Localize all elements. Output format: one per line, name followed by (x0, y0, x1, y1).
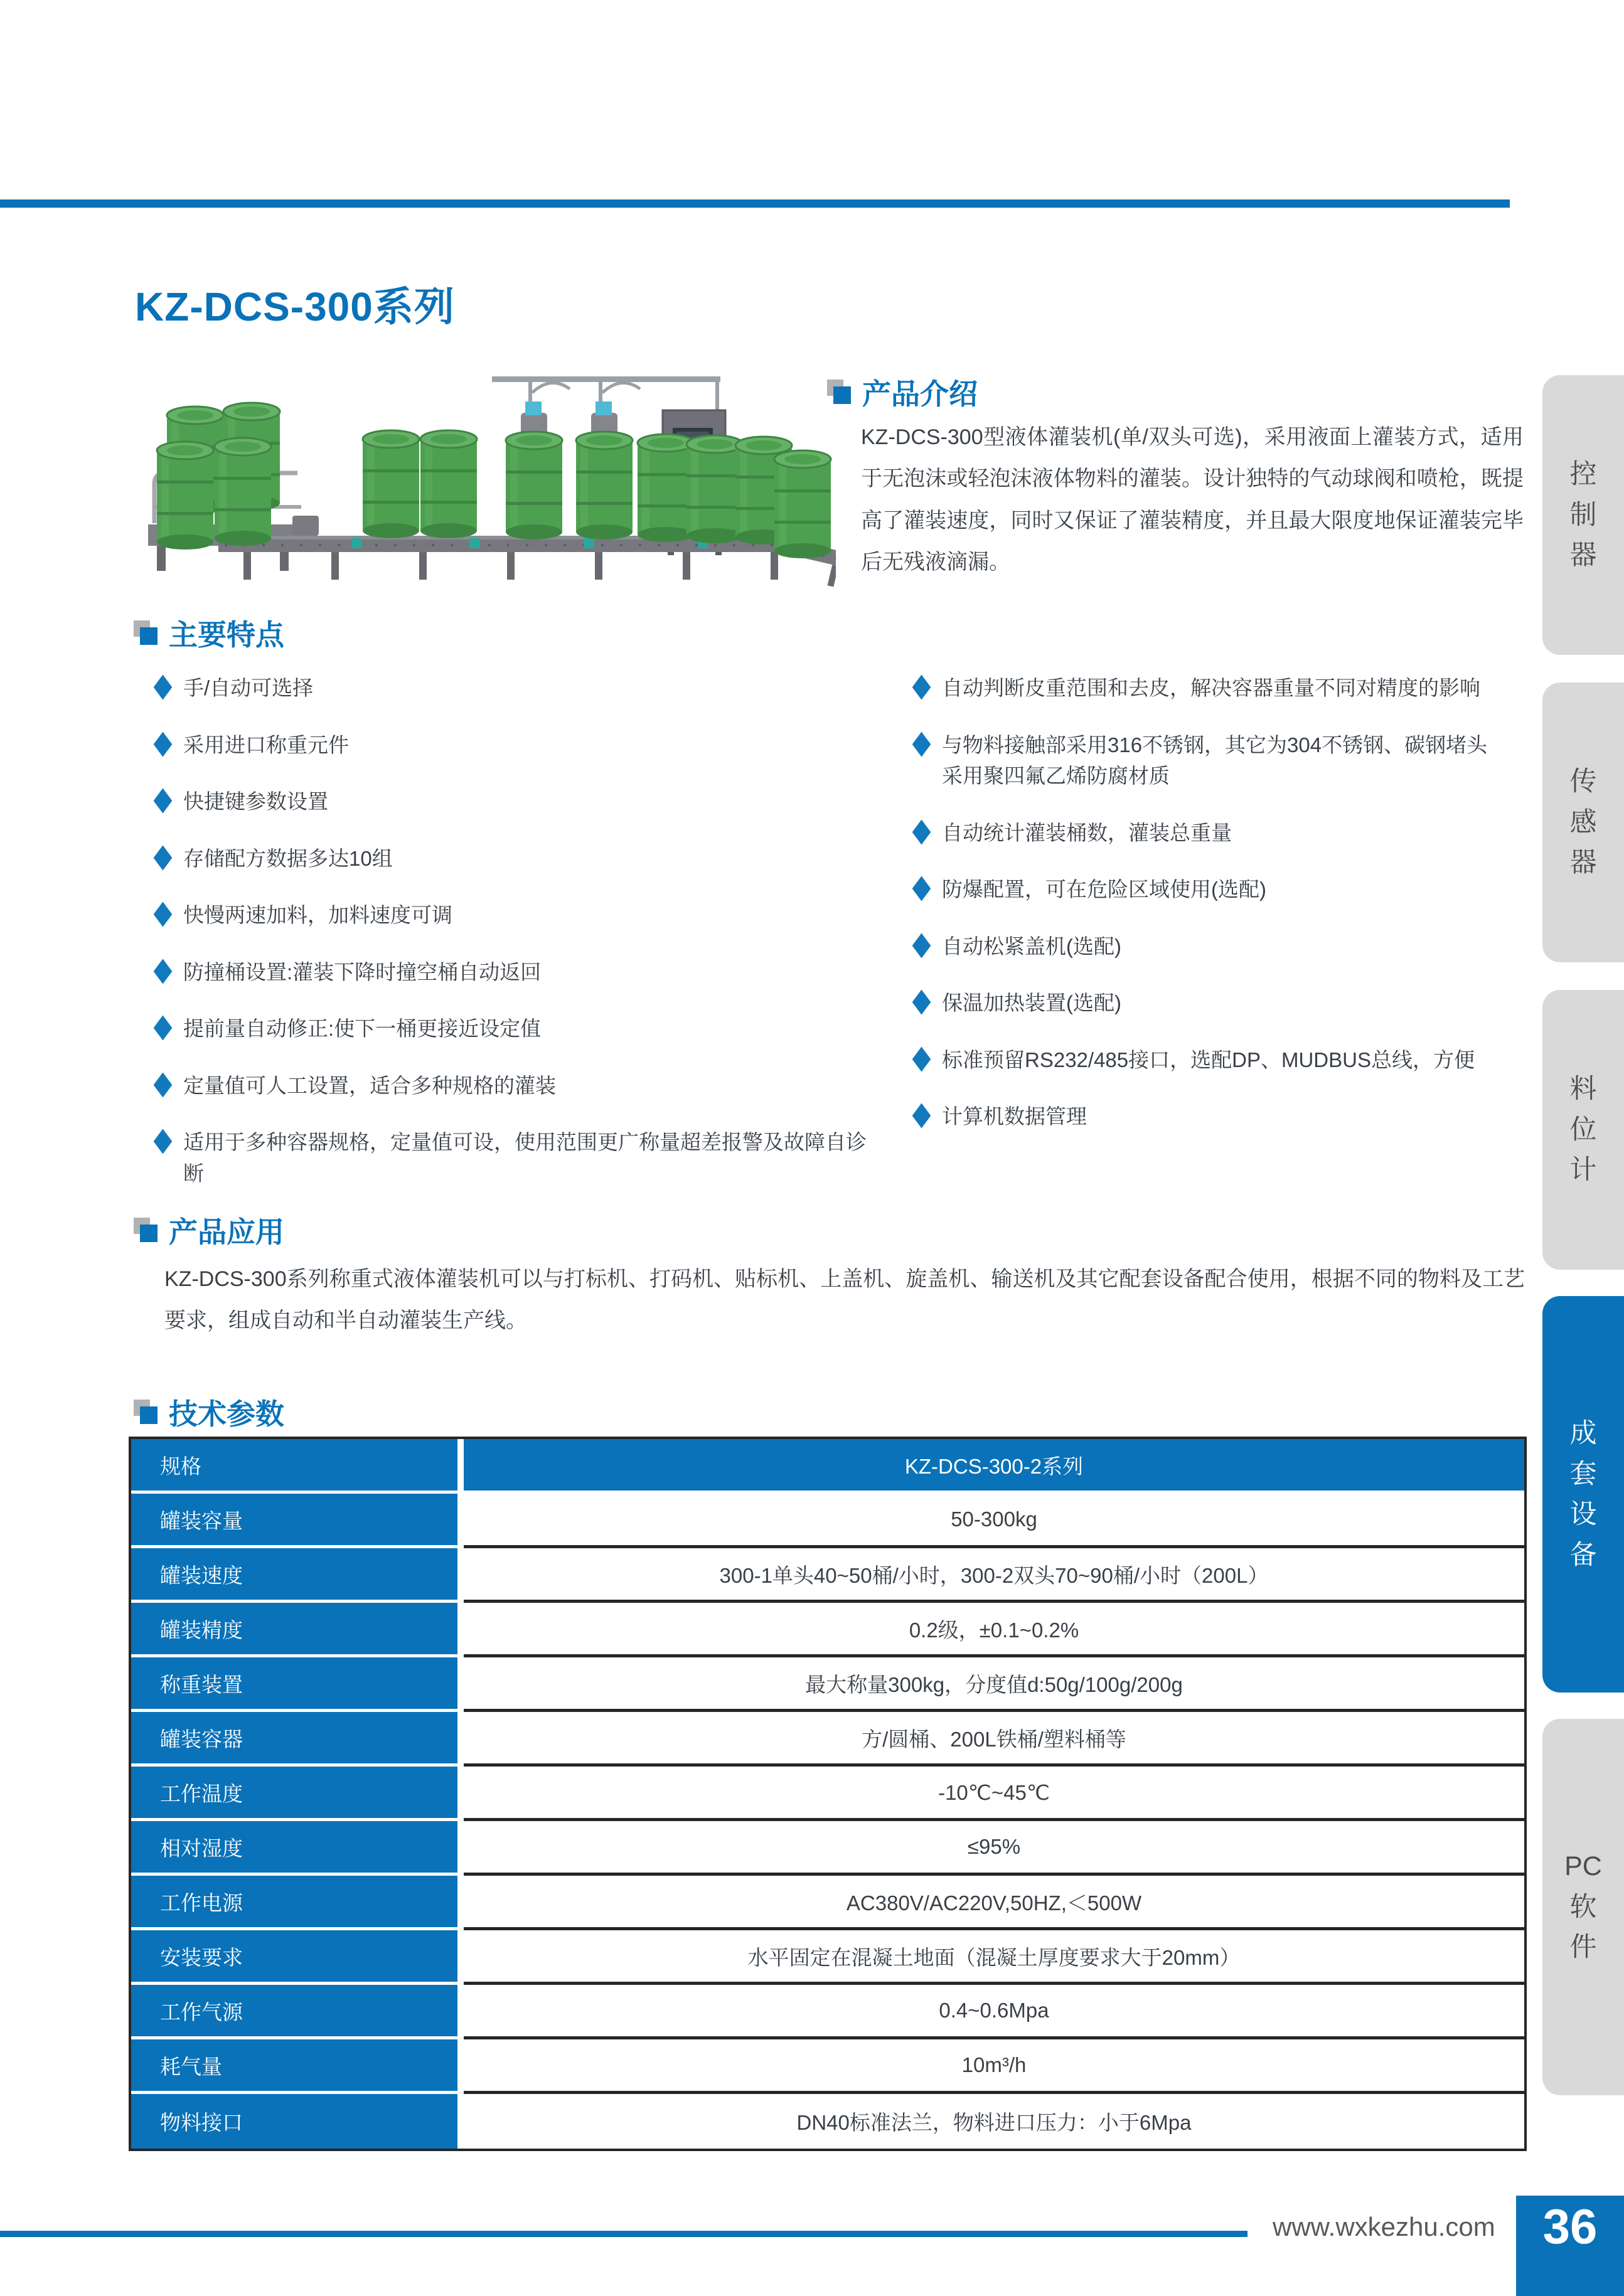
diamond-bullet-icon (154, 901, 173, 927)
filling-machine-line-illustration (143, 355, 836, 587)
spec-value: 50-300kg (464, 1494, 1524, 1548)
diamond-bullet-icon (912, 1103, 931, 1128)
feature-item (152, 1127, 871, 1189)
diamond-bullet-icon (912, 876, 931, 901)
table-row (131, 1603, 1524, 1657)
feature-text: 自动判断皮重范围和去皮，解决容器重量不同对精度的影响 (942, 676, 1480, 699)
table-row (131, 1985, 1524, 2039)
feature-item (152, 1070, 871, 1102)
marker-blue-square (140, 1406, 158, 1424)
heading-marker-icon (827, 378, 853, 406)
table-row (131, 1930, 1524, 1985)
feature-text: 计算机数据管理 (942, 1105, 1087, 1128)
section-heading-features (134, 612, 284, 654)
table-row (131, 2039, 1524, 2094)
website-url: www.wxkezhu.com (1273, 2212, 1495, 2241)
feature-item (911, 672, 1492, 704)
intro-body: KZ-DCS-300型液体灌装机(单/双头可选)，采用液面上灌装方式，适用于无泡沫或轻泡沫液体物料的灌装。设计独特的气动球阀和喷枪，既提高了灌装速度，同时又保证了灌装精度，并且最大限度地保证灌装完毕后无残液滴漏。 (861, 425, 1524, 574)
spec-label: 罐装速度 (131, 1548, 457, 1603)
spec-value: 最大称量300kg，分度值d:50g/100g/200g (464, 1657, 1524, 1712)
sidebar-tab-label: 成套设备 (1569, 1418, 1597, 1570)
sidebar-tab-level-meter (1542, 990, 1624, 1270)
spec-value: ≤95% (464, 1821, 1524, 1876)
column-divider (457, 1494, 464, 1548)
heading-marker-icon (134, 619, 160, 647)
page-number: 36 (1542, 2199, 1598, 2254)
diamond-bullet-icon (912, 819, 931, 844)
features-heading: 主要特点 (169, 619, 284, 651)
feature-text: 防撞桶设置:灌装下降时撞空桶自动返回 (183, 960, 542, 984)
table-row (131, 1494, 1524, 1548)
feature-item (152, 672, 871, 704)
diamond-bullet-icon (154, 1129, 173, 1154)
diamond-bullet-icon (912, 731, 931, 757)
column-divider (457, 1821, 464, 1876)
feature-text: 标准预留RS232/485接口，选配DP、MUDBUS总线，方便 (942, 1048, 1475, 1071)
sidebar-tab-pc-software (1542, 1719, 1624, 2095)
section-heading-application (134, 1209, 284, 1251)
feature-text: 自动松紧盖机(选配) (942, 934, 1121, 958)
column-divider (457, 1548, 464, 1603)
column-divider (457, 1767, 464, 1821)
spec-label: 工作气源 (131, 1985, 457, 2039)
table-row (131, 1876, 1524, 1930)
spec-label: 安装要求 (131, 1930, 457, 1985)
column-divider (457, 1712, 464, 1767)
column-divider (457, 2094, 464, 2149)
table-row (131, 2094, 1524, 2149)
table-row (131, 1821, 1524, 1876)
diamond-bullet-icon (154, 788, 173, 813)
table-row (131, 1767, 1524, 1821)
page-number-box (1516, 2196, 1624, 2296)
specs-heading: 技术参数 (169, 1398, 284, 1430)
features-left-column (152, 672, 871, 1214)
spec-label: 工作温度 (131, 1767, 457, 1821)
product-illustration (143, 355, 836, 587)
feature-text: 快慢两速加料，加料速度可调 (183, 903, 452, 927)
page-title: KZ-DCS-300系列 (135, 284, 455, 329)
spec-label: 称重装置 (131, 1657, 457, 1712)
application-body: KZ-DCS-300系列称重式液体灌装机可以与打标机、打码机、贴标机、上盖机、旋盖机、输送机及其它配套设备配合使用，根据不同的物料及工艺要求，组成自动和半自动灌装生产线。 (164, 1267, 1525, 1333)
spec-value: 0.2级，±0.1~0.2% (464, 1603, 1524, 1657)
table-header-row (131, 1439, 1524, 1494)
feature-item (911, 987, 1492, 1019)
feature-text: 适用于多种容器规格，定量值可设，使用范围更广称量超差报警及故障自诊断 (183, 1130, 867, 1185)
diamond-bullet-icon (154, 1015, 173, 1040)
diamond-bullet-icon (912, 1046, 931, 1071)
sidebar-tab-label: 料位计 (1569, 1074, 1597, 1186)
spec-value: 水平固定在混凝土地面（混凝土厚度要求大于20mm） (464, 1930, 1524, 1985)
table-row (131, 1548, 1524, 1603)
sidebar-tab-complete-equipment (1542, 1296, 1624, 1693)
section-heading-intro (827, 371, 978, 413)
feature-item (152, 957, 871, 988)
table-row (131, 1657, 1524, 1712)
diamond-bullet-icon (154, 959, 173, 984)
feature-text: 快捷键参数设置 (183, 790, 328, 813)
diamond-bullet-icon (154, 845, 173, 870)
sidebar-tab-label: PC软件 (1564, 1851, 1602, 1963)
diamond-bullet-icon (154, 1072, 173, 1097)
marker-blue-square (833, 386, 851, 404)
sidebar-tab-label: 控制器 (1569, 459, 1597, 571)
spec-label: 罐装精度 (131, 1603, 457, 1657)
feature-text: 自动统计灌装桶数，灌装总重量 (942, 821, 1232, 844)
diamond-bullet-icon (912, 933, 931, 958)
column-divider (457, 1930, 464, 1985)
feature-item (152, 900, 871, 931)
spec-value: 300-1单头40~50桶/小时，300-2双头70~90桶/小时（200L） (464, 1548, 1524, 1603)
spec-label: 罐装容量 (131, 1494, 457, 1548)
table-row (131, 1712, 1524, 1767)
feature-item (911, 1044, 1492, 1076)
spec-label: 相对湿度 (131, 1821, 457, 1876)
feature-text: 提前量自动修正:使下一桶更接近设定值 (183, 1017, 542, 1040)
column-divider (457, 1985, 464, 2039)
feature-text: 手/自动可选择 (183, 676, 314, 699)
spec-label: 物料接口 (131, 2094, 457, 2149)
spec-value: KZ-DCS-300-2系列 (464, 1439, 1524, 1494)
feature-text: 防爆配置，可在危险区域使用(选配) (942, 878, 1266, 901)
feature-item (152, 1013, 871, 1044)
feature-text: 与物料接触部采用316不锈钢，其它为304不锈钢、碳钢堵头采用聚四氟乙烯防腐材质 (942, 733, 1488, 787)
spec-value: 10m³/h (464, 2039, 1524, 2094)
specs-table (129, 1437, 1527, 2151)
feature-item (911, 874, 1492, 905)
feature-text: 采用进口称重元件 (183, 733, 349, 757)
spec-label: 耗气量 (131, 2039, 457, 2094)
top-accent-bar (0, 199, 1510, 208)
diamond-bullet-icon (912, 989, 931, 1014)
spec-label: 工作电源 (131, 1876, 457, 1930)
spec-value: 0.4~0.6Mpa (464, 1985, 1524, 2039)
application-heading: 产品应用 (169, 1216, 284, 1248)
feature-item (152, 786, 871, 817)
column-divider (457, 1603, 464, 1657)
heading-marker-icon (134, 1398, 160, 1426)
section-heading-specs (134, 1391, 284, 1433)
feature-item (911, 1101, 1492, 1132)
marker-blue-square (140, 1225, 158, 1242)
spec-value: AC380V/AC220V,50HZ,＜500W (464, 1876, 1524, 1930)
feature-item (911, 817, 1492, 849)
feature-text: 存储配方数据多达10组 (183, 846, 393, 870)
feature-text: 定量值可人工设置，适合多种规格的灌装 (183, 1073, 556, 1097)
heading-marker-icon (134, 1216, 160, 1244)
diamond-bullet-icon (912, 674, 931, 699)
diamond-bullet-icon (154, 731, 173, 757)
intro-heading: 产品介绍 (862, 378, 978, 410)
spec-label: 规格 (131, 1439, 457, 1494)
column-divider (457, 1439, 464, 1494)
spec-value: -10℃~45℃ (464, 1767, 1524, 1821)
feature-text: 保温加热装置(选配) (942, 991, 1121, 1014)
feature-item (152, 843, 871, 874)
feature-item (911, 730, 1492, 792)
feature-item (911, 931, 1492, 962)
sidebar-tab-label: 传感器 (1569, 767, 1597, 878)
column-divider (457, 1876, 464, 1930)
spec-value: DN40标准法兰，物料进口压力：小于6Mpa (464, 2094, 1524, 2149)
feature-item (152, 730, 871, 761)
diamond-bullet-icon (154, 674, 173, 699)
spec-label: 罐装容器 (131, 1712, 457, 1767)
sidebar-tab-sensor (1542, 683, 1624, 962)
footer-accent-line (0, 2231, 1247, 2237)
features-right-column (911, 672, 1492, 1158)
marker-blue-square (140, 627, 158, 645)
sidebar-tab-controller (1542, 375, 1624, 655)
column-divider (457, 2039, 464, 2094)
column-divider (457, 1657, 464, 1712)
spec-value: 方/圆桶、200L铁桶/塑料桶等 (464, 1712, 1524, 1767)
